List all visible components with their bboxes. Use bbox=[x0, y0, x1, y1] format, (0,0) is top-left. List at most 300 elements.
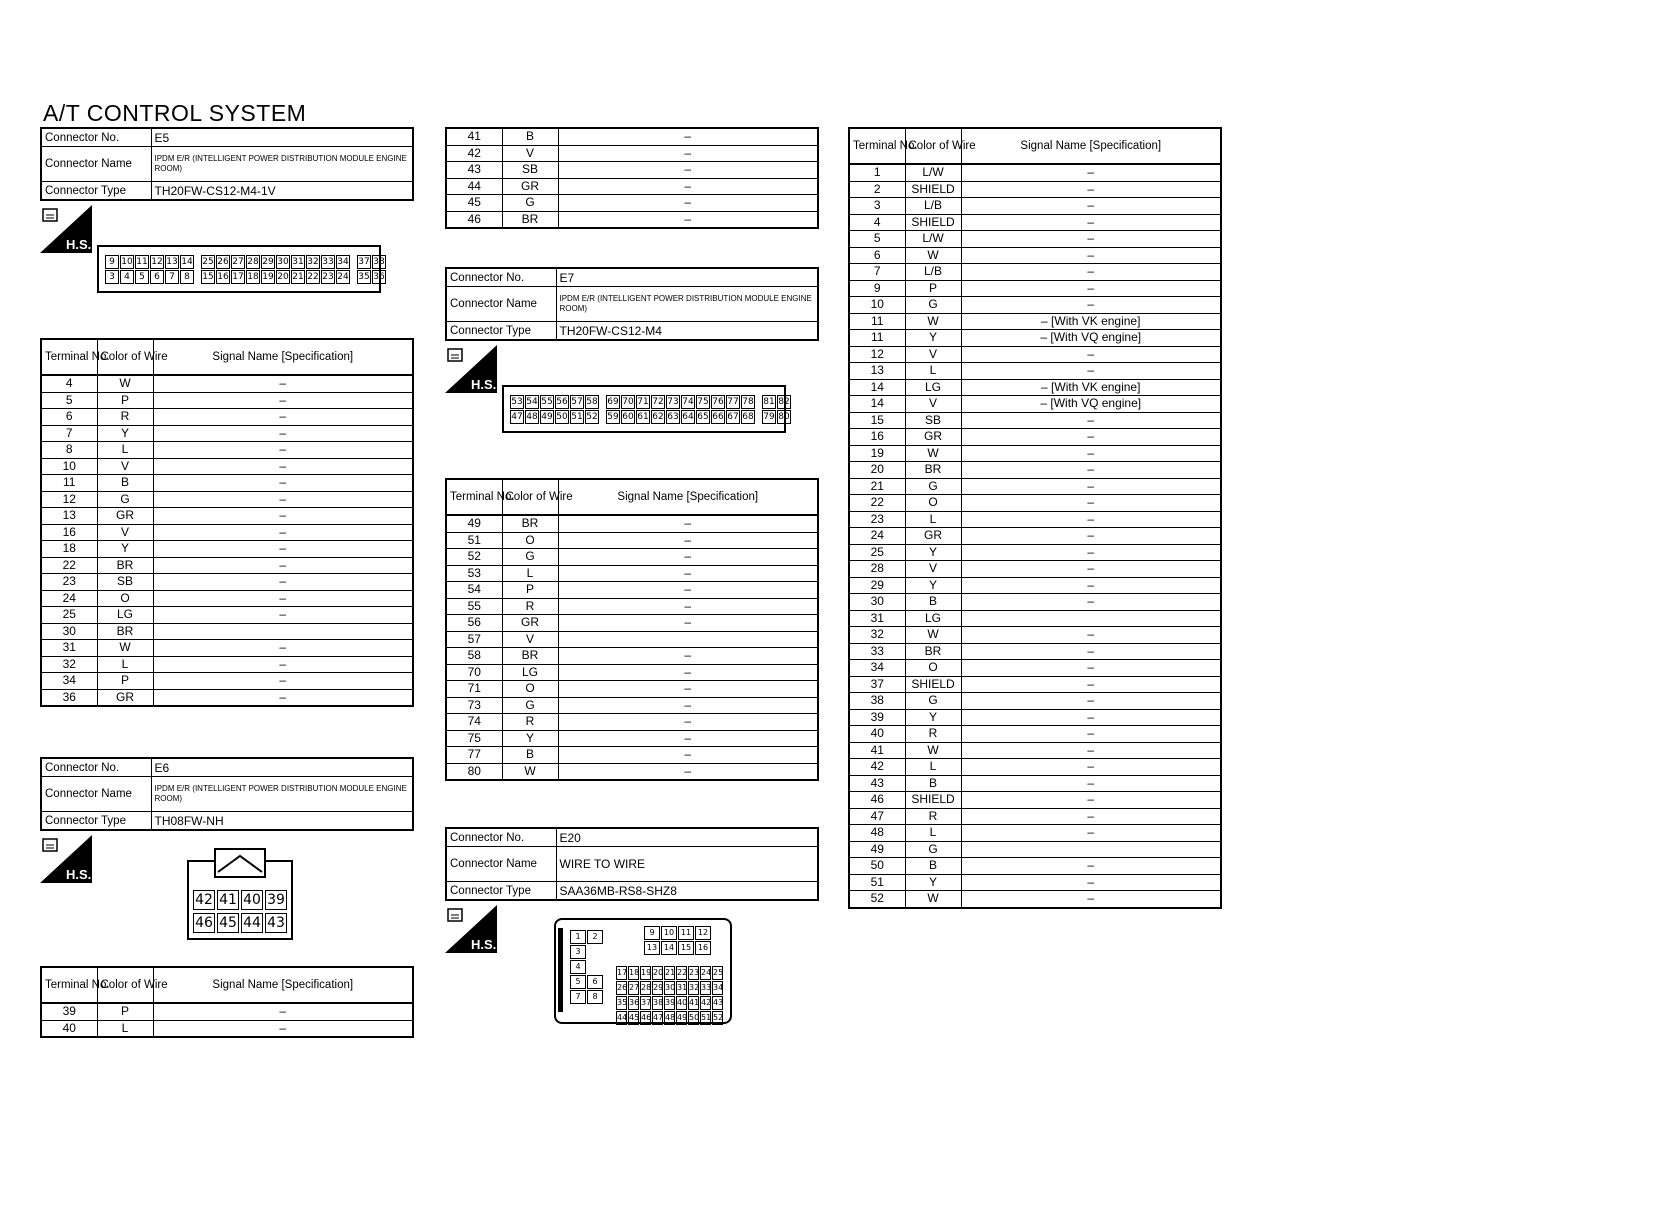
table-row bbox=[849, 792, 1221, 809]
terminal-no-cell: 80 bbox=[446, 763, 502, 780]
terminal-no-cell: 58 bbox=[446, 648, 502, 665]
signal-name-header: Signal Name [Specification] bbox=[153, 967, 413, 1003]
connector-name-label: Connector Name bbox=[41, 147, 151, 182]
pin-group bbox=[105, 270, 194, 284]
signal-name-cell: – bbox=[558, 162, 818, 179]
signal-name-cell bbox=[961, 610, 1221, 627]
table-row bbox=[41, 392, 413, 409]
terminal-pin: 20 bbox=[652, 966, 663, 980]
table-row bbox=[849, 775, 1221, 792]
terminal-pin: 39 bbox=[664, 996, 675, 1010]
terminal-no-cell: 42 bbox=[446, 145, 502, 162]
wire-color-cell: SB bbox=[97, 574, 153, 591]
wire-color-cell: P bbox=[97, 1003, 153, 1020]
terminal-pin: 12 bbox=[151, 257, 163, 267]
terminal-pin: 14 bbox=[181, 257, 193, 267]
terminal-pin: 37 bbox=[640, 996, 651, 1010]
terminal-pin: 44 bbox=[241, 913, 263, 933]
terminal-pin: 5 bbox=[570, 975, 586, 989]
terminal-no-cell: 2 bbox=[849, 181, 905, 198]
terminal-pin: 23 bbox=[322, 272, 334, 282]
signal-name-header: Signal Name [Specification] bbox=[961, 128, 1221, 164]
e7-terminal-table bbox=[445, 478, 819, 781]
terminal-pin: 4 bbox=[120, 270, 134, 284]
terminal-no-cell: 23 bbox=[849, 511, 905, 528]
terminal-no-cell: 70 bbox=[446, 664, 502, 681]
terminal-pin: 20 bbox=[277, 272, 289, 282]
wire-color-cell: W bbox=[97, 375, 153, 392]
terminal-pin: 26 bbox=[616, 981, 627, 995]
pin-group bbox=[510, 395, 599, 409]
pin-group bbox=[762, 410, 791, 424]
e6-terminal-table-continued bbox=[445, 127, 819, 229]
signal-name-cell: – bbox=[153, 375, 413, 392]
terminal-pin: 40 bbox=[241, 890, 263, 910]
signal-name-cell: – bbox=[961, 808, 1221, 825]
terminal-no-cell: 71 bbox=[446, 681, 502, 698]
hs-icon bbox=[445, 345, 497, 393]
terminal-no-cell: 15 bbox=[849, 412, 905, 429]
wire-color-cell: Y bbox=[905, 544, 961, 561]
terminal-pin: 21 bbox=[292, 272, 304, 282]
table-row bbox=[446, 582, 818, 599]
terminal-pin: 47 bbox=[652, 1011, 663, 1025]
terminal-pin: 58 bbox=[586, 397, 598, 407]
table-row bbox=[849, 709, 1221, 726]
signal-name-cell: – bbox=[558, 615, 818, 632]
terminal-pin: 34 bbox=[712, 981, 723, 995]
table-row bbox=[849, 346, 1221, 363]
pin-row bbox=[644, 941, 711, 955]
wire-color-cell: L bbox=[97, 656, 153, 673]
wire-color-cell: L/B bbox=[905, 198, 961, 215]
terminal-pin: 28 bbox=[640, 981, 651, 995]
wire-color-cell: SHIELD bbox=[905, 792, 961, 809]
connector-no-value: E20 bbox=[556, 828, 818, 847]
terminal-no-cell: 4 bbox=[849, 214, 905, 231]
connector-name-value: IPDM E/R (INTELLIGENT POWER DISTRIBUTION MODULE ENGINE ROOM) bbox=[556, 287, 818, 322]
e20-connector-info bbox=[445, 827, 819, 901]
connector-name-value: WIRE TO WIRE bbox=[556, 847, 818, 882]
terminal-pin: 46 bbox=[640, 1011, 651, 1025]
table-row bbox=[446, 128, 818, 145]
wire-color-cell: Y bbox=[905, 874, 961, 891]
signal-name-cell: – bbox=[961, 495, 1221, 512]
table-row bbox=[849, 462, 1221, 479]
terminal-pin: 75 bbox=[697, 397, 709, 407]
terminal-no-cell: 42 bbox=[849, 759, 905, 776]
terminal-pin: 32 bbox=[307, 257, 319, 267]
terminal-pin: 49 bbox=[541, 412, 553, 422]
terminal-pin: 41 bbox=[217, 890, 239, 910]
terminal-pin: 73 bbox=[667, 397, 679, 407]
wire-color-cell: Y bbox=[905, 709, 961, 726]
table-row bbox=[446, 532, 818, 549]
table-row bbox=[41, 458, 413, 475]
wire-color-cell: G bbox=[502, 195, 558, 212]
wire-color-cell: W bbox=[905, 313, 961, 330]
table-row bbox=[41, 557, 413, 574]
terminal-no-cell: 43 bbox=[446, 162, 502, 179]
signal-name-cell: – bbox=[153, 392, 413, 409]
terminal-pin: 8 bbox=[180, 270, 194, 284]
terminal-no-cell: 31 bbox=[41, 640, 97, 657]
terminal-pin: 14 bbox=[661, 941, 677, 955]
terminal-pin: 27 bbox=[628, 981, 639, 995]
wire-color-cell: W bbox=[905, 247, 961, 264]
terminal-pin: 2 bbox=[587, 930, 603, 944]
terminal-no-cell: 39 bbox=[41, 1003, 97, 1020]
wire-color-cell: V bbox=[97, 458, 153, 475]
terminal-no-cell: 73 bbox=[446, 697, 502, 714]
signal-name-cell: – bbox=[153, 458, 413, 475]
terminal-no-cell: 24 bbox=[849, 528, 905, 545]
wire-color-cell: GR bbox=[502, 615, 558, 632]
terminal-pin: 79 bbox=[763, 412, 775, 422]
terminal-no-cell: 34 bbox=[849, 660, 905, 677]
terminal-no-cell: 54 bbox=[446, 582, 502, 599]
terminal-no-cell: 31 bbox=[849, 610, 905, 627]
wire-color-cell: L/W bbox=[905, 231, 961, 248]
terminal-no-cell: 51 bbox=[446, 532, 502, 549]
e6-connector-info bbox=[40, 757, 414, 831]
terminal-pin: 25 bbox=[202, 257, 214, 267]
table-row bbox=[849, 478, 1221, 495]
wire-color-cell: W bbox=[905, 445, 961, 462]
wire-color-cell: V bbox=[502, 631, 558, 648]
terminal-pin: 52 bbox=[586, 412, 598, 422]
signal-name-cell: – bbox=[961, 445, 1221, 462]
terminal-no-header: Terminal No. bbox=[41, 967, 97, 1003]
connector-type-label: Connector Type bbox=[446, 322, 556, 341]
wire-color-cell: Y bbox=[502, 730, 558, 747]
terminal-pin: 4 bbox=[570, 960, 586, 974]
wire-color-cell: G bbox=[97, 491, 153, 508]
terminal-pin: 15 bbox=[202, 272, 214, 282]
pin-row bbox=[193, 890, 287, 910]
terminal-no-cell: 57 bbox=[446, 631, 502, 648]
terminal-no-cell: 44 bbox=[446, 178, 502, 195]
table-row bbox=[41, 491, 413, 508]
terminal-pin: 47 bbox=[511, 412, 523, 422]
signal-name-cell: – bbox=[961, 528, 1221, 545]
terminal-pin: 5 bbox=[135, 270, 149, 284]
terminal-pin: 22 bbox=[676, 966, 687, 980]
pin-row bbox=[570, 975, 603, 989]
wire-color-cell: BR bbox=[905, 643, 961, 660]
terminal-no-cell: 74 bbox=[446, 714, 502, 731]
terminal-pin: 11 bbox=[136, 257, 148, 267]
pin-group bbox=[606, 395, 755, 409]
connector-type-value: TH08FW-NH bbox=[151, 812, 413, 831]
color-of-wire-header: Color of Wire bbox=[97, 339, 153, 375]
signal-name-cell: – bbox=[558, 730, 818, 747]
pin-row bbox=[105, 255, 392, 269]
terminal-pin: 45 bbox=[217, 913, 239, 933]
signal-name-header: Signal Name [Specification] bbox=[153, 339, 413, 375]
wire-color-cell: B bbox=[97, 475, 153, 492]
pin-row bbox=[105, 270, 392, 284]
terminal-pin: 50 bbox=[556, 412, 568, 422]
terminal-pin: 34 bbox=[337, 257, 349, 267]
terminal-pin: 42 bbox=[700, 996, 711, 1010]
terminal-no-header: Terminal No. bbox=[446, 479, 502, 515]
wire-color-cell: L bbox=[905, 363, 961, 380]
wire-color-cell: LG bbox=[905, 610, 961, 627]
signal-name-cell: – bbox=[558, 681, 818, 698]
terminal-no-cell: 10 bbox=[849, 297, 905, 314]
hs-badge-text: H.S. bbox=[66, 867, 92, 882]
table-row bbox=[446, 211, 818, 228]
terminal-pin: 12 bbox=[695, 926, 711, 940]
wire-color-cell: R bbox=[502, 598, 558, 615]
terminal-no-cell: 52 bbox=[849, 891, 905, 908]
table-row bbox=[41, 574, 413, 591]
signal-name-cell: – bbox=[558, 697, 818, 714]
pin-row bbox=[616, 1011, 723, 1025]
signal-name-cell: – bbox=[153, 590, 413, 607]
terminal-pin: 48 bbox=[664, 1011, 675, 1025]
e5-terminal-table bbox=[40, 338, 414, 707]
table-row bbox=[849, 676, 1221, 693]
signal-name-cell bbox=[153, 623, 413, 640]
wire-color-cell: BR bbox=[502, 211, 558, 228]
pin-row bbox=[570, 945, 603, 959]
wire-color-cell: Y bbox=[97, 541, 153, 558]
signal-name-cell: – bbox=[558, 195, 818, 212]
connector-name-label: Connector Name bbox=[446, 847, 556, 882]
signal-name-cell: – bbox=[961, 181, 1221, 198]
signal-name-cell bbox=[558, 631, 818, 648]
e7-connector-face bbox=[502, 385, 790, 433]
wire-color-cell: V bbox=[502, 145, 558, 162]
wire-color-cell: O bbox=[502, 532, 558, 549]
terminal-pin: 21 bbox=[664, 966, 675, 980]
wire-color-cell: SHIELD bbox=[905, 214, 961, 231]
terminal-no-cell: 40 bbox=[849, 726, 905, 743]
terminal-no-header: Terminal No. bbox=[849, 128, 905, 164]
terminal-no-cell: 46 bbox=[446, 211, 502, 228]
signal-name-cell: – bbox=[961, 264, 1221, 281]
table-row bbox=[849, 577, 1221, 594]
terminal-pin: 82 bbox=[778, 397, 790, 407]
terminal-pin: 35 bbox=[358, 272, 370, 282]
signal-name-cell: – bbox=[961, 825, 1221, 842]
terminal-no-cell: 12 bbox=[41, 491, 97, 508]
pin-row bbox=[570, 960, 603, 974]
connector-type-value: TH20FW-CS12-M4-1V bbox=[151, 182, 413, 201]
terminal-no-cell: 55 bbox=[446, 598, 502, 615]
terminal-pin: 10 bbox=[661, 926, 677, 940]
connector-no-label: Connector No. bbox=[41, 758, 151, 777]
signal-name-cell: – bbox=[153, 442, 413, 459]
wire-color-cell: P bbox=[905, 280, 961, 297]
table-row bbox=[41, 1003, 413, 1020]
terminal-no-cell: 25 bbox=[849, 544, 905, 561]
wire-color-cell: SHIELD bbox=[905, 676, 961, 693]
table-row bbox=[849, 445, 1221, 462]
wire-color-cell: W bbox=[905, 627, 961, 644]
signal-name-cell: – bbox=[961, 858, 1221, 875]
terminal-no-cell: 29 bbox=[849, 577, 905, 594]
signal-name-cell: – bbox=[961, 792, 1221, 809]
table-row bbox=[849, 528, 1221, 545]
terminal-pin: 80 bbox=[778, 412, 790, 422]
hs-icon bbox=[445, 905, 497, 953]
terminal-no-cell: 22 bbox=[41, 557, 97, 574]
wire-color-cell: W bbox=[905, 891, 961, 908]
wire-color-cell: L/W bbox=[905, 164, 961, 181]
table-row bbox=[849, 214, 1221, 231]
terminal-pin: 7 bbox=[570, 990, 586, 1004]
terminal-pin: 36 bbox=[373, 272, 385, 282]
terminal-pin: 62 bbox=[652, 412, 664, 422]
signal-name-cell: – bbox=[961, 214, 1221, 231]
signal-name-cell: – bbox=[961, 412, 1221, 429]
terminal-no-cell: 14 bbox=[849, 379, 905, 396]
wire-color-cell: G bbox=[502, 549, 558, 566]
terminal-pin: 74 bbox=[682, 397, 694, 407]
terminal-no-cell: 23 bbox=[41, 574, 97, 591]
wire-color-cell: R bbox=[502, 714, 558, 731]
terminal-pin: 51 bbox=[700, 1011, 711, 1025]
terminal-pin: 49 bbox=[676, 1011, 687, 1025]
table-row bbox=[446, 565, 818, 582]
terminal-pin: 76 bbox=[712, 397, 724, 407]
table-row bbox=[849, 379, 1221, 396]
table-row bbox=[446, 763, 818, 780]
signal-name-cell: – bbox=[961, 297, 1221, 314]
table-row bbox=[849, 693, 1221, 710]
pin-row bbox=[616, 981, 723, 995]
terminal-pin: 24 bbox=[337, 272, 349, 282]
wire-color-cell: BR bbox=[502, 648, 558, 665]
signal-name-cell: – bbox=[153, 475, 413, 492]
signal-name-cell: – bbox=[961, 478, 1221, 495]
terminal-no-cell: 24 bbox=[41, 590, 97, 607]
terminal-pin: 18 bbox=[247, 272, 259, 282]
wire-color-cell: B bbox=[905, 594, 961, 611]
terminal-pin: 69 bbox=[607, 397, 619, 407]
terminal-pin: 16 bbox=[695, 941, 711, 955]
terminal-pin: 45 bbox=[628, 1011, 639, 1025]
e20-connector-face bbox=[554, 918, 732, 1024]
signal-name-cell: – bbox=[961, 891, 1221, 908]
signal-name-cell: – bbox=[153, 607, 413, 624]
terminal-pin: 23 bbox=[688, 966, 699, 980]
signal-name-cell: – bbox=[558, 648, 818, 665]
terminal-pin: 36 bbox=[628, 996, 639, 1010]
terminal-no-cell: 13 bbox=[41, 508, 97, 525]
table-row bbox=[41, 375, 413, 392]
terminal-no-cell: 14 bbox=[849, 396, 905, 413]
signal-name-cell: – bbox=[558, 532, 818, 549]
table-row bbox=[41, 409, 413, 426]
wire-color-cell: SB bbox=[905, 412, 961, 429]
signal-name-cell: – bbox=[153, 574, 413, 591]
table-row bbox=[849, 561, 1221, 578]
terminal-pin: 64 bbox=[682, 412, 694, 422]
wire-color-cell: LG bbox=[502, 664, 558, 681]
terminal-pin: 38 bbox=[373, 257, 385, 267]
terminal-no-cell: 13 bbox=[849, 363, 905, 380]
terminal-no-cell: 38 bbox=[849, 693, 905, 710]
signal-name-cell: – bbox=[153, 640, 413, 657]
terminal-pin: 52 bbox=[712, 1011, 723, 1025]
table-row bbox=[41, 475, 413, 492]
terminal-no-cell: 33 bbox=[849, 643, 905, 660]
wire-color-cell: W bbox=[905, 742, 961, 759]
terminal-pin: 30 bbox=[277, 257, 289, 267]
signal-name-cell: – bbox=[961, 693, 1221, 710]
wire-color-cell: SB bbox=[502, 162, 558, 179]
wire-color-cell: R bbox=[97, 409, 153, 426]
signal-name-cell: – bbox=[558, 565, 818, 582]
signal-name-cell bbox=[961, 841, 1221, 858]
terminal-pin: 72 bbox=[652, 397, 664, 407]
signal-name-cell: – bbox=[153, 541, 413, 558]
signal-name-cell: – bbox=[558, 178, 818, 195]
terminal-no-cell: 34 bbox=[41, 673, 97, 690]
terminal-pin: 59 bbox=[607, 412, 619, 422]
table-row bbox=[446, 681, 818, 698]
signal-name-cell: – [With VQ engine] bbox=[961, 396, 1221, 413]
signal-name-cell: – bbox=[558, 582, 818, 599]
table-row bbox=[849, 495, 1221, 512]
signal-name-cell: – bbox=[961, 742, 1221, 759]
signal-name-cell: – bbox=[558, 515, 818, 532]
terminal-no-cell: 21 bbox=[849, 478, 905, 495]
signal-name-cell: – [With VQ engine] bbox=[961, 330, 1221, 347]
terminal-pin: 71 bbox=[637, 397, 649, 407]
terminal-no-cell: 9 bbox=[849, 280, 905, 297]
connector-type-value: TH20FW-CS12-M4 bbox=[556, 322, 818, 341]
color-of-wire-header: Color of Wire bbox=[97, 967, 153, 1003]
table-row bbox=[446, 598, 818, 615]
terminal-pin: 15 bbox=[678, 941, 694, 955]
terminal-pin: 66 bbox=[712, 412, 724, 422]
terminal-no-cell: 56 bbox=[446, 615, 502, 632]
table-row bbox=[849, 396, 1221, 413]
terminal-pin: 43 bbox=[712, 996, 723, 1010]
terminal-pin: 13 bbox=[166, 257, 178, 267]
terminal-no-cell: 25 bbox=[41, 607, 97, 624]
wire-color-cell: L bbox=[97, 442, 153, 459]
wire-color-cell: SHIELD bbox=[905, 181, 961, 198]
connector-name-value: IPDM E/R (INTELLIGENT POWER DISTRIBUTION MODULE ENGINE ROOM) bbox=[151, 147, 413, 182]
signal-name-cell: – bbox=[961, 231, 1221, 248]
table-row bbox=[849, 511, 1221, 528]
terminal-pin: 3 bbox=[570, 945, 586, 959]
terminal-no-cell: 53 bbox=[446, 565, 502, 582]
wire-color-cell: V bbox=[97, 524, 153, 541]
terminal-pin: 9 bbox=[644, 926, 660, 940]
wire-color-cell: BR bbox=[97, 623, 153, 640]
table-row bbox=[446, 162, 818, 179]
table-row bbox=[849, 874, 1221, 891]
terminal-no-cell: 16 bbox=[849, 429, 905, 446]
table-row bbox=[41, 640, 413, 657]
table-row bbox=[446, 664, 818, 681]
table-row bbox=[849, 627, 1221, 644]
connector-no-value: E6 bbox=[151, 758, 413, 777]
terminal-pin: 39 bbox=[265, 890, 287, 910]
terminal-pin: 33 bbox=[322, 257, 334, 267]
terminal-no-cell: 11 bbox=[849, 330, 905, 347]
signal-name-cell: – bbox=[961, 643, 1221, 660]
wire-color-cell: Y bbox=[905, 330, 961, 347]
signal-name-cell: – bbox=[558, 714, 818, 731]
